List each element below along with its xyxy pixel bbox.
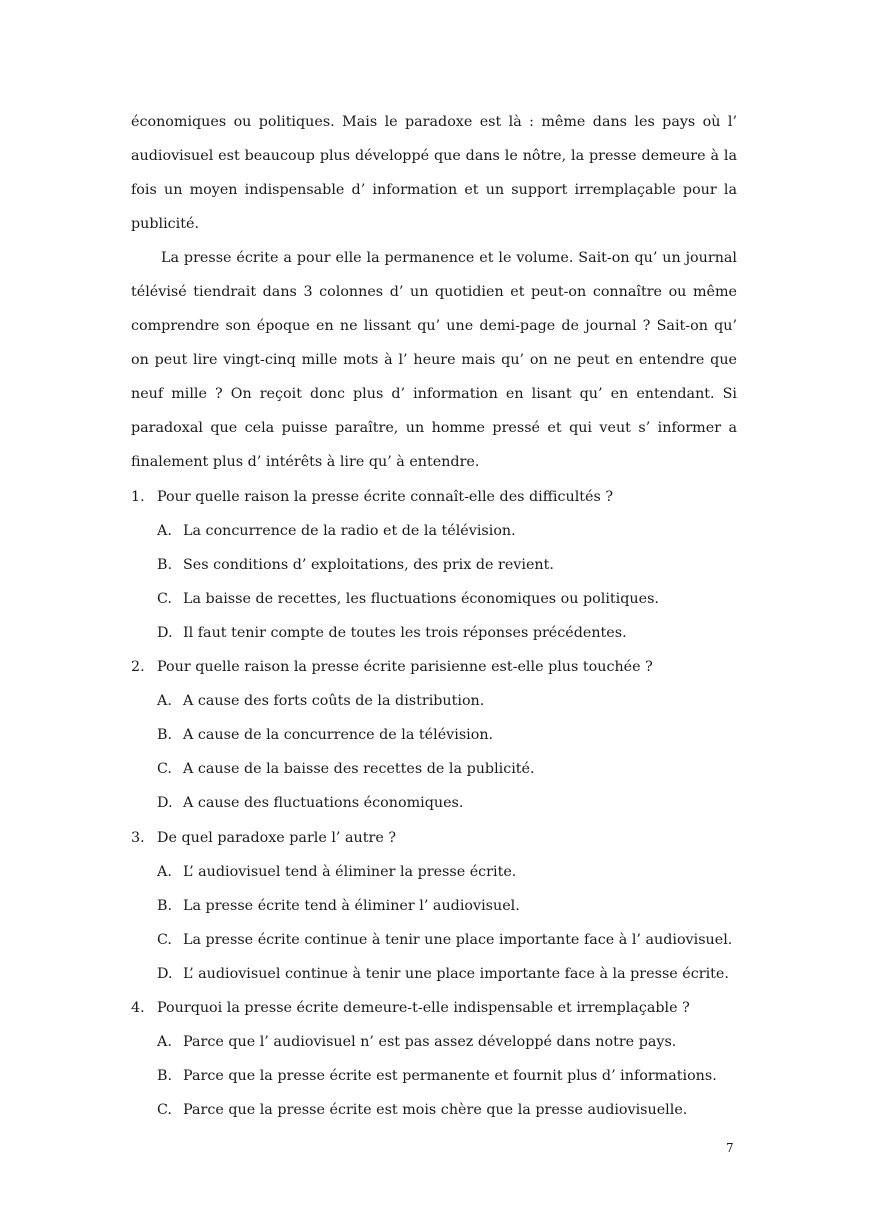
option-2d (157, 793, 737, 813)
option-text: A cause des forts coûts de la distribution. (183, 693, 485, 709)
option-4a (157, 1032, 737, 1052)
option-letter: A. (157, 693, 172, 709)
option-text: Ses conditions d’ exploitations, des prix de revient. (183, 557, 554, 573)
option-1d (157, 623, 737, 643)
question-text: Pour quelle raison la presse écrite parisienne est-elle plus touchée ? (157, 659, 653, 675)
option-letter: B. (157, 557, 173, 573)
passage-line: neuf mille ? On reçoit donc plus d’ information en lisant qu’ en entendant. Si (131, 386, 737, 402)
question-1 (131, 487, 737, 507)
option-3b (157, 896, 737, 916)
option-1c (157, 589, 737, 609)
option-text: La baisse de recettes, les fluctuations économiques ou politiques. (183, 591, 659, 607)
page-number: 7 (726, 1141, 734, 1155)
question-number: 4. (131, 1000, 145, 1016)
option-letter: B. (157, 727, 173, 743)
option-text: Parce que l’ audiovisuel n’ est pas assez développé dans notre pays. (183, 1034, 677, 1050)
question-text: De quel paradoxe parle l’ autre ? (157, 830, 396, 846)
question-3 (131, 828, 737, 848)
passage-line: fois un moyen indispensable d’ information et un support irremplaçable pour la (131, 182, 737, 198)
question-number: 3. (131, 830, 145, 846)
option-3a (157, 862, 737, 882)
option-letter: A. (157, 523, 172, 539)
passage-line: comprendre son époque en ne lissant qu’ une demi-page de journal ? Sait-on qu’ (131, 318, 737, 334)
option-letter: D. (157, 966, 173, 982)
passage-line: audiovisuel est beaucoup plus développé que dans le nôtre, la presse demeure à la (131, 148, 737, 164)
option-2c (157, 759, 737, 779)
option-text: L’ audiovisuel tend à éliminer la presse écrite. (183, 864, 517, 880)
passage-line: économiques ou politiques. Mais le paradoxe est là : même dans les pays où l’ (131, 114, 737, 130)
question-number: 1. (131, 489, 145, 505)
option-letter: D. (157, 625, 173, 641)
option-letter: C. (157, 761, 172, 777)
passage-line: finalement plus d’ intérêts à lire qu’ à entendre. (131, 454, 480, 470)
option-text: Parce que la presse écrite est permanente et fournit plus d’ informations. (183, 1068, 717, 1084)
option-2a (157, 691, 737, 711)
option-3d (157, 964, 737, 984)
passage-line: La presse écrite a pour elle la permanence et le volume. Sait-on qu’ un journal (161, 250, 737, 266)
question-text: Pour quelle raison la presse écrite connaît-elle des difficultés ? (157, 489, 614, 505)
question-4 (131, 998, 737, 1018)
option-letter: B. (157, 1068, 173, 1084)
option-1a (157, 521, 737, 541)
option-letter: A. (157, 1034, 172, 1050)
passage-line: paradoxal que cela puisse paraître, un homme pressé et qui veut s’ informer a (131, 420, 737, 436)
option-4c (157, 1100, 737, 1120)
option-letter: C. (157, 591, 172, 607)
option-letter: C. (157, 1102, 172, 1118)
passage-line: publicité. (131, 216, 199, 232)
option-text: La presse écrite tend à éliminer l’ audiovisuel. (183, 898, 520, 914)
option-text: A cause des fluctuations économiques. (183, 795, 464, 811)
option-4b (157, 1066, 737, 1086)
option-text: A cause de la concurrence de la télévision. (183, 727, 494, 743)
option-text: A cause de la baisse des recettes de la publicité. (183, 761, 535, 777)
option-2b (157, 725, 737, 745)
passage-line: télévisé tiendrait dans 3 colonnes d’ un quotidien et peut-on connaître ou même (131, 284, 737, 300)
option-letter: D. (157, 795, 173, 811)
option-text: Parce que la presse écrite est mois chère que la presse audiovisuelle. (183, 1102, 688, 1118)
option-text: Il faut tenir compte de toutes les trois réponses précédentes. (183, 625, 627, 641)
option-1b (157, 555, 737, 575)
question-number: 2. (131, 659, 145, 675)
option-text: L’ audiovisuel continue à tenir une place importante face à la presse écrite. (183, 966, 729, 982)
option-letter: A. (157, 864, 172, 880)
passage-line: on peut lire vingt-cinq mille mots à l’ heure mais qu’ on ne peut en entendre que (131, 352, 737, 368)
option-text: La presse écrite continue à tenir une place importante face à l’ audiovisuel. (183, 932, 733, 948)
question-2 (131, 657, 737, 677)
option-3c (157, 930, 737, 950)
option-letter: B. (157, 898, 173, 914)
question-text: Pourquoi la presse écrite demeure-t-elle indispensable et irremplaçable ? (157, 1000, 690, 1016)
option-text: La concurrence de la radio et de la télévision. (183, 523, 516, 539)
option-letter: C. (157, 932, 172, 948)
